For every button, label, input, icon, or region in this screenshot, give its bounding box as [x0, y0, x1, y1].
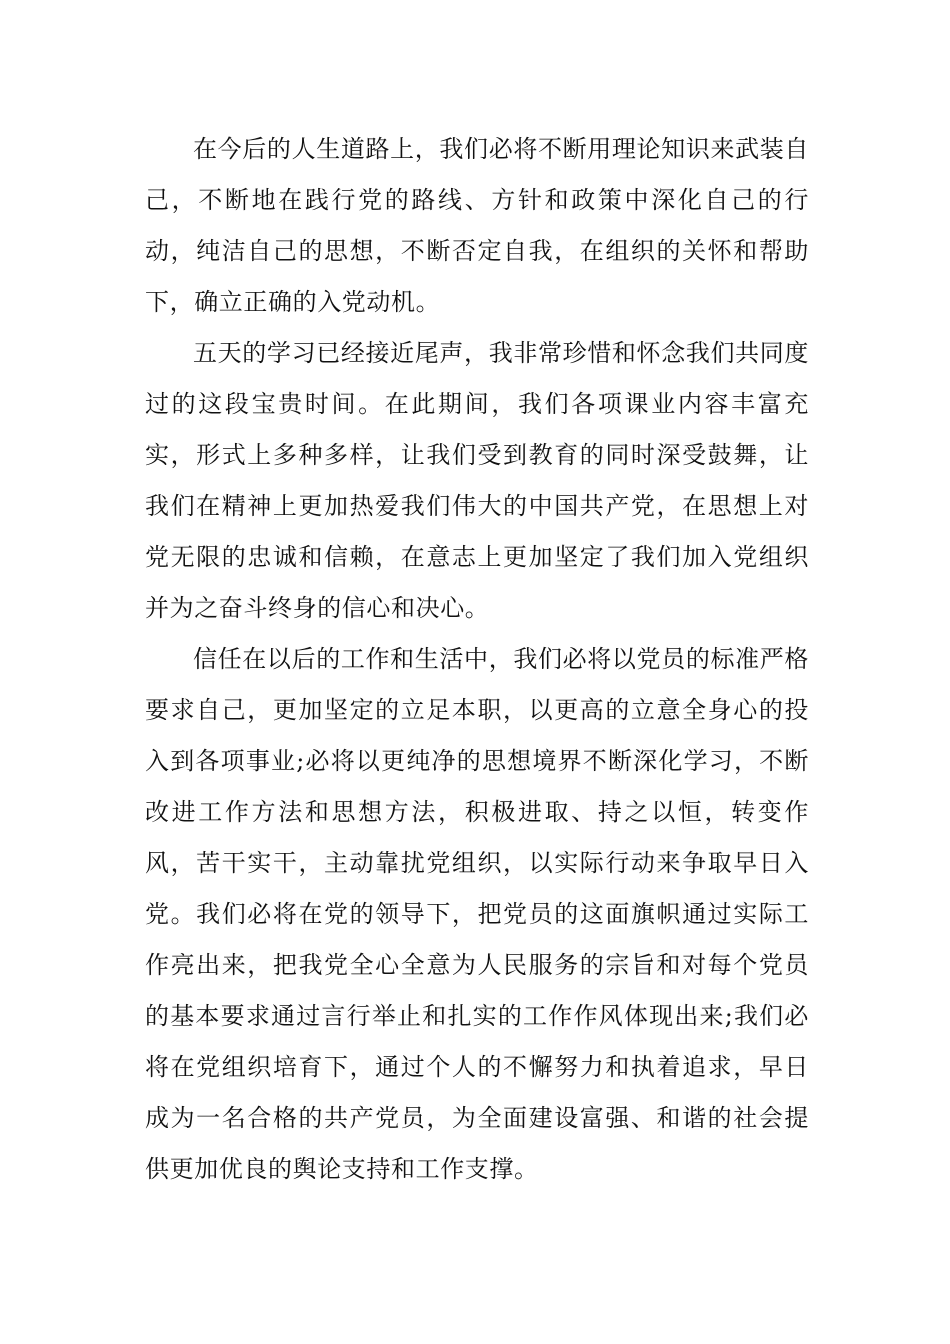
document-body	[145, 124, 809, 1195]
paragraph-2: 五天的学习已经接近尾声，我非常珍惜和怀念我们共同度过的这段宝贵时间。在此期间，我们各项课业内容丰富充实，形式上多种多样，让我们受到教育的同时深受鼓舞，让我们在精神上更加热爱我们伟大的中国共产党，在思想上对党无限的忠诚和信赖，在意志上更加坚定了我们加入党组织并为之奋斗终身的信心和决心。	[145, 339, 809, 622]
paragraph-3: 信任在以后的工作和生活中，我们必将以党员的标准严格要求自己，更加坚定的立足本职，以更高的立意全身心的投入到各项事业;必将以更纯净的思想境界不断深化学习，不断改进工作方法和思想方法，积极进取、持之以恒，转变作风，苦干实干，主动靠扰党组织，以实际行动来争取早日入党。我们必将在党的领导下，把党员的这面旗帜通过实际工作亮出来，把我党全心全意为人民服务的宗旨和对每个党员的基本要求通过言行举止和扎实的工作作风体现出来;我们必将在党组织培育下，通过个人的不懈努力和执着追求，早日成为一名合格的共产党员，为全面建设富强、和谐的社会提供更加优良的舆论支持和工作支撑。	[145, 645, 809, 1183]
paragraph-1: 在今后的人生道路上，我们必将不断用理论知识来武装自己，不断地在践行党的路线、方针和政策中深化自己的行动，纯洁自己的思想，不断否定自我，在组织的关怀和帮助下，确立正确的入党动机。	[145, 135, 809, 316]
